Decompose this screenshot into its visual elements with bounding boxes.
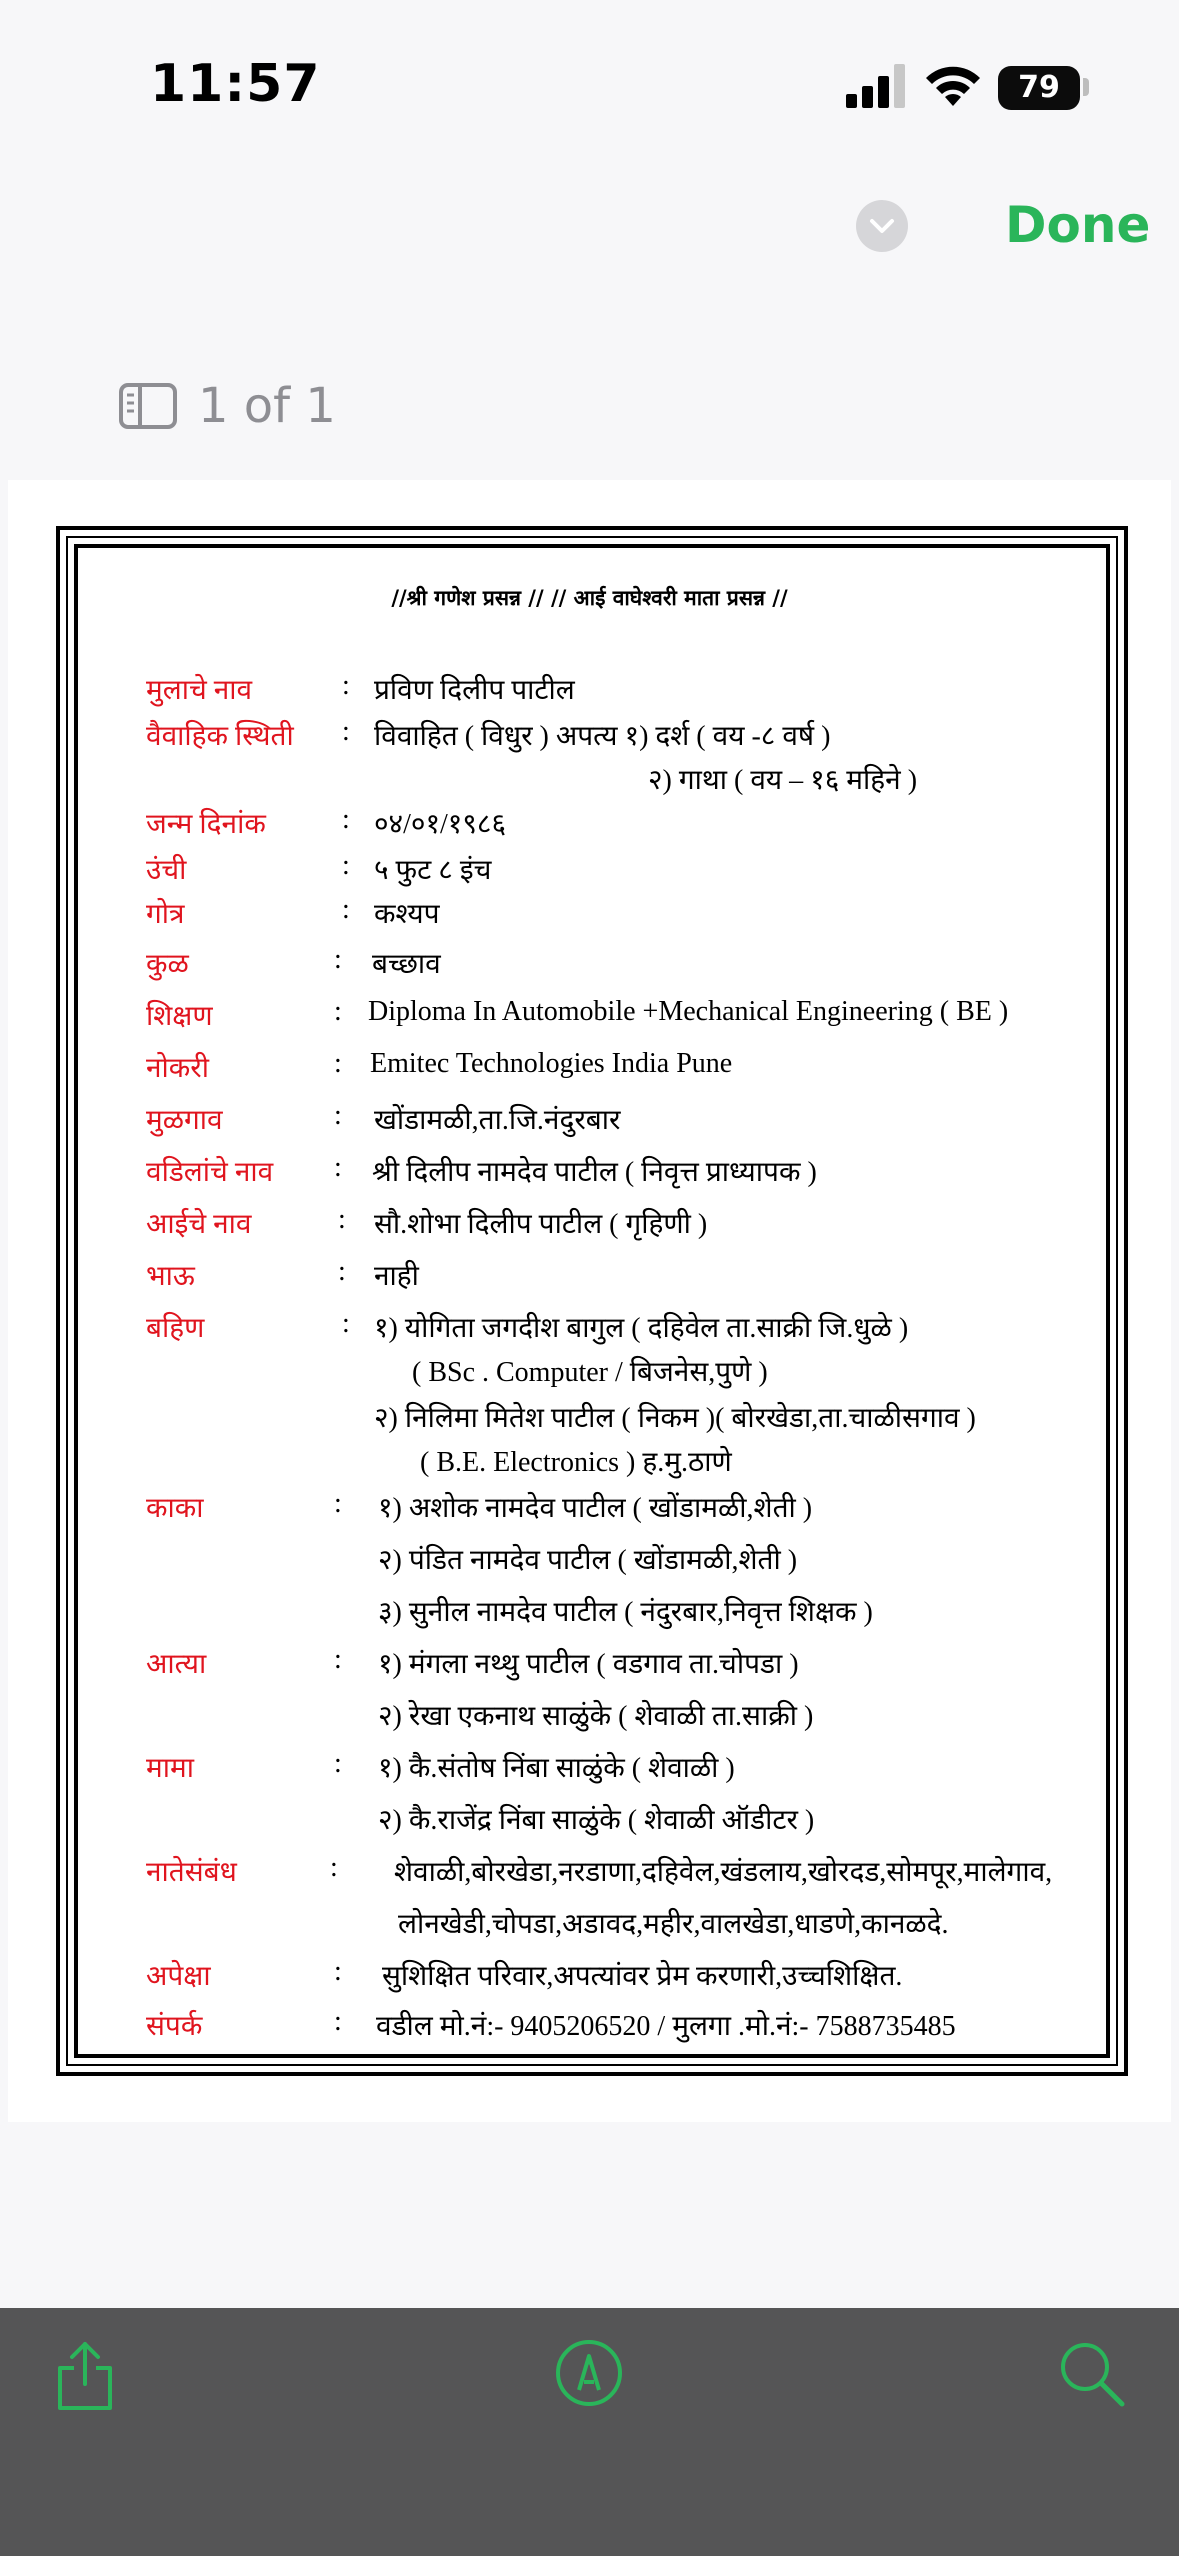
field-value: खोंडामळी,ता.जि.नंदुरबार <box>374 1105 621 1136</box>
field-value: शेवाळी,बोरखेडा,नरडाणा,दहिवेल,खंडलाय,खोरदड,सोमपूर,मालेगाव, <box>394 1857 1053 1888</box>
field-value: नाही <box>374 1261 419 1292</box>
field-label: बहिण <box>146 1313 205 1344</box>
field-label: अपेक्षा <box>146 1961 211 1992</box>
field-colon: : <box>342 716 350 747</box>
field-value: प्रविण दिलीप पाटील <box>374 675 575 706</box>
field-label: काका <box>146 1493 204 1524</box>
field-label: शिक्षण <box>146 1001 213 1032</box>
field-value: वडील मो.नं:- 9405206520 / मुलगा .मो.नं:- 7588735485 <box>376 2011 956 2042</box>
field-value: २) रेखा एकनाथ साळुंके ( शेवाळी ता.साक्री ) <box>378 1701 814 1732</box>
field-value: ३) सुनील नामदेव पाटील ( नंदुरबार,निवृत्त शिक्षक ) <box>378 1597 873 1628</box>
markup-icon[interactable] <box>554 2338 624 2408</box>
field-value: २) कै.राजेंद्र निंबा साळुंके ( शेवाळी ऑडीटर ) <box>378 1805 815 1836</box>
field-label: नोकरी <box>146 1053 210 1084</box>
field-label: नातेसंबंध <box>146 1857 237 1888</box>
field-value: २) गाथा ( वय – १६ महिने ) <box>648 765 918 796</box>
field-label: जन्म दिनांक <box>146 809 266 840</box>
field-colon: : <box>334 1748 342 1779</box>
field-colon: : <box>334 944 342 975</box>
field-value: लोनखेडी,चोपडा,अडावद,महीर,वालखेडा,धाडणे,कानळदे. <box>398 1909 949 1940</box>
field-value: २) निलिमा मितेश पाटील ( निकम )( बोरखेडा,ता.चाळीसगाव ) <box>374 1403 976 1434</box>
field-value: विवाहित ( विधुर ) अपत्य १) दर्श ( वय -८ वर्ष ) <box>374 721 831 752</box>
field-label: मुळगाव <box>146 1105 223 1136</box>
field-value: २) पंडित नामदेव पाटील ( खोंडामळी,शेती ) <box>378 1545 798 1576</box>
field-label: मामा <box>146 1753 194 1784</box>
field-colon: : <box>342 670 350 701</box>
field-label: वडिलांचे नाव <box>146 1157 274 1188</box>
field-colon: : <box>338 1256 346 1287</box>
wifi-icon <box>924 62 982 108</box>
field-label: वैवाहिक स्थिती <box>146 721 294 752</box>
field-value: Diploma In Automobile +Mechanical Engineering ( BE ) <box>368 996 1009 1027</box>
field-value: ( B.E. Electronics ) ह.मु.ठाणे <box>420 1447 732 1478</box>
field-label: आईचे नाव <box>146 1209 252 1240</box>
field-colon: : <box>334 1644 342 1675</box>
field-value: श्री दिलीप नामदेव पाटील ( निवृत्त प्राध्यापक ) <box>372 1157 817 1188</box>
bottom-toolbar <box>0 2308 1179 2556</box>
battery-level: 79 <box>998 66 1080 110</box>
field-value: सौ.शोभा दिलीप पाटील ( गृहिणी ) <box>374 1209 708 1240</box>
field-colon: : <box>342 894 350 925</box>
field-value: बच्छाव <box>372 949 441 980</box>
field-value: १) अशोक नामदेव पाटील ( खोंडामळी,शेती ) <box>378 1493 813 1524</box>
field-value: कश्यप <box>374 899 440 930</box>
field-value: १) मंगला नथ्थु पाटील ( वडगाव ता.चोपडा ) <box>378 1649 799 1680</box>
field-label: उंची <box>146 855 187 886</box>
status-time: 11:57 <box>150 54 321 114</box>
field-value: ०४/०१/१९८६ <box>374 809 507 840</box>
sidebar-icon <box>118 382 178 430</box>
field-colon: : <box>342 804 350 835</box>
field-value: सुशिक्षित परिवार,अपत्यांवर प्रेम करणारी,उच्चशिक्षित. <box>382 1961 903 1992</box>
cellular-signal-icon <box>846 64 908 108</box>
field-colon: : <box>338 1204 346 1235</box>
field-colon: : <box>334 1048 342 1079</box>
field-colon: : <box>330 1852 338 1883</box>
field-label: भाऊ <box>146 1261 195 1292</box>
field-colon: : <box>334 1488 342 1519</box>
field-label: गोत्र <box>146 899 185 930</box>
page-count-label: 1 of 1 <box>198 378 336 434</box>
field-colon: : <box>334 996 342 1027</box>
field-colon: : <box>334 1100 342 1131</box>
field-value: Emitec Technologies India Pune <box>370 1048 733 1079</box>
field-colon: : <box>334 1152 342 1183</box>
field-label: कुळ <box>146 949 189 980</box>
page-indicator[interactable] <box>118 376 336 436</box>
field-value: ( BSc . Computer / बिजनेस,पुणे ) <box>412 1357 768 1388</box>
field-label: मुलाचे नाव <box>146 675 253 706</box>
field-label: संपर्क <box>146 2011 203 2042</box>
field-colon: : <box>342 1308 350 1339</box>
field-colon: : <box>334 1956 342 1987</box>
chevron-down-icon <box>869 216 895 236</box>
field-colon: : <box>342 850 350 881</box>
done-button[interactable]: Done <box>1005 196 1151 254</box>
document-page <box>8 480 1171 2122</box>
search-icon[interactable] <box>1056 2338 1128 2410</box>
field-value: ५ फुट ८ इंच <box>374 855 492 886</box>
share-icon[interactable] <box>50 2338 120 2414</box>
field-colon: : <box>334 2006 342 2037</box>
field-value: १) कै.संतोष निंबा साळुंके ( शेवाळी ) <box>378 1753 735 1784</box>
field-label: आत्या <box>146 1649 207 1680</box>
field-value: १) योगिता जगदीश बागुल ( दहिवेल ता.साक्री जि.धुळे ) <box>374 1313 909 1344</box>
invocation-header: //श्री गणेश प्रसन्न // // आई वाघेश्वरी माता प्रसन्न // <box>391 586 788 610</box>
status-bar <box>0 0 1179 170</box>
battery-tip <box>1083 78 1089 96</box>
options-chevron-button[interactable] <box>856 200 908 252</box>
